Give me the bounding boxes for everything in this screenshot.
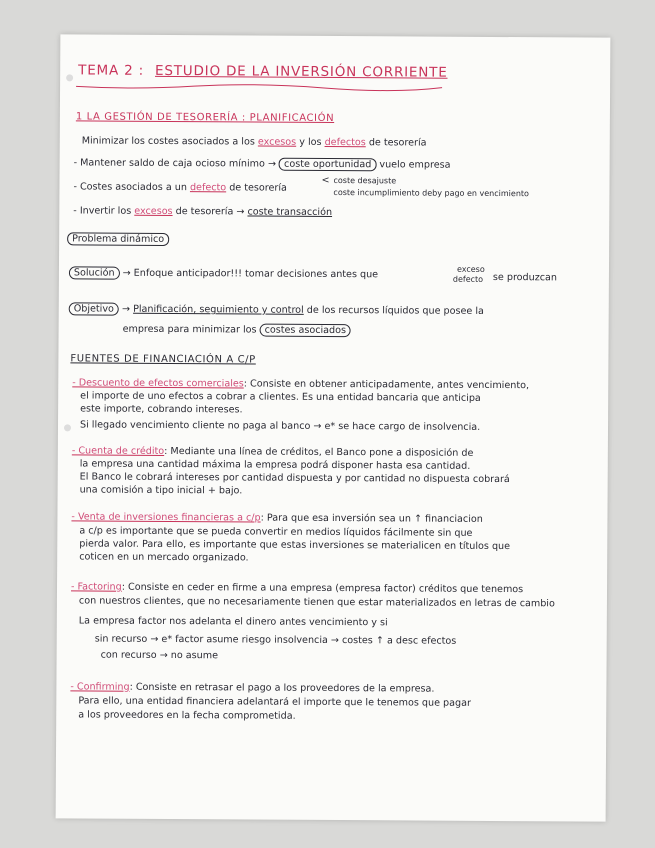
arrow-icon: →: [121, 303, 131, 315]
notebook-page: [56, 34, 611, 821]
problem-row: [67, 232, 169, 246]
item-line: una comisión a tipo inicial + bajo.: [79, 484, 243, 497]
title-number: TEMA 2: [78, 62, 134, 79]
text-fragment: de los recursos líquidos que posee la: [306, 304, 484, 317]
intro-line: [82, 134, 427, 149]
highlight-word: excesos: [134, 205, 173, 218]
item-line: con nuestros clientes, que no necesariamente tienen que estar materializados en letras de cambio: [78, 595, 555, 610]
highlight-word: excesos: [257, 136, 297, 148]
text-fragment: empresa para minimizar los: [122, 323, 257, 336]
item-label: - Factoring: [70, 581, 122, 593]
text-fragment: - Invertir los: [73, 205, 132, 217]
item-label: - Cuenta de crédito: [71, 445, 165, 457]
item-line: : Para que esa inversión sea un ↑ financiacion: [260, 512, 483, 525]
text-fragment: Minimizar los costes asociados a los: [81, 135, 255, 148]
item-line: sin recurso → e* factor asume riesgo insolvencia → costes ↑ a desc efectos: [94, 633, 457, 647]
item-line: a los proveedores en la fecha comprometida.: [78, 709, 296, 722]
text-fragment: - Mantener saldo de caja ocioso mínimo →: [73, 157, 277, 170]
text-fragment: de tesorería: [368, 137, 427, 149]
item-line: La empresa factor nos adelanta el dinero antes vencimiento y si: [78, 615, 388, 629]
item-line: : Consiste en ceder en firme a una empresa (empresa factor) créditos que tenemos: [121, 581, 524, 596]
item-line: pierda valor. Para ello, es importante que estas inversiones se materialicen en títulos que: [79, 538, 511, 553]
item-line: con recurso → no asume: [100, 649, 219, 662]
problem-box: Problema dinámico: [67, 232, 169, 246]
text-fragment: - Costes asociados a un: [73, 181, 187, 194]
text-fragment: y los: [299, 136, 322, 148]
text-fragment: vuelo empresa: [379, 159, 451, 171]
solution-row: [69, 266, 378, 281]
objective-row: [69, 302, 484, 318]
item-line: coticen en un mercado organizado.: [79, 551, 249, 564]
text-fragment: de tesorería: [229, 182, 287, 194]
solution-label: Solución: [69, 266, 120, 279]
option-line: coste desajuste: [333, 175, 397, 186]
funding-source-item: [70, 680, 434, 695]
item-line: Si llegado vencimiento cliente no paga al banco → e* se hace cargo de insolvencia.: [79, 419, 481, 433]
option-line: exceso: [456, 264, 485, 274]
section-heading: FUENTES DE FINANCIACIÓN A C/P: [70, 353, 256, 366]
title-underline: [74, 82, 444, 92]
highlight-word: defecto: [189, 182, 227, 194]
item-line: : Consiste en retrasar el pago a los proveedores de la empresa.: [129, 681, 435, 695]
item-label: - Confirming: [70, 681, 130, 693]
option-line: defecto: [452, 274, 484, 284]
boxed-term: coste oportunidad: [279, 158, 376, 172]
item-line: Para ello, una entidad financiera adelantará el importe que le tenemos que pagar: [78, 695, 471, 709]
funding-source-item: [71, 510, 482, 526]
bullet-line: [73, 180, 287, 194]
brace-icon: <: [321, 174, 330, 186]
page-title: [78, 64, 447, 79]
item-line: la empresa una cantidad máxima la empresa podrá disponer hasta esa cantidad.: [79, 458, 471, 472]
item-line: : Consiste en obtener anticipadamente, antes vencimiento,: [243, 378, 530, 392]
margin-dot: [66, 74, 73, 81]
highlight-word: defectos: [324, 136, 366, 149]
objective-continuation: [123, 323, 351, 337]
title-separator: :: [138, 62, 145, 79]
section-heading: 1 LA GESTIÓN DE TESORERÍA : PLANIFICACIÓN: [75, 111, 335, 125]
funding-source-item: [71, 580, 523, 596]
boxed-term: costes asociados: [260, 324, 351, 338]
option-line: coste incumplimiento deby pago en vencimiento: [333, 187, 529, 199]
item-line: este importe, cobrando intereses.: [80, 403, 243, 416]
margin-dot: [64, 424, 71, 431]
item-line: : Mediante una línea de créditos, el Banco pone a disposición de: [164, 445, 474, 459]
text-fragment: → Enfoque anticipador!!! tomar decisiones antes que: [122, 267, 379, 281]
item-line: el importe de uno efectos a cobrar a clientes. Es una entidad bancaria que anticipa: [80, 390, 481, 404]
item-line: El Banco le cobrará intereses por cantidad dispuesta y por cantidad no dispuesta cobrará: [79, 471, 510, 486]
text-fragment: de tesorería →: [175, 206, 245, 218]
item-label: - Venta de inversiones financieras a c/p: [71, 511, 261, 524]
bullet-line: [73, 204, 332, 219]
bullet-line: [74, 156, 451, 171]
item-line: a c/p es importante que se pueda convertir en medios líquidos fácilmente sin que: [79, 525, 473, 539]
underlined-term: Planificación, seguimiento y control: [133, 303, 304, 316]
title-text: ESTUDIO DE LA INVERSIÓN CORRIENTE: [155, 62, 448, 81]
item-label: - Descuento de efectos comerciales: [72, 377, 244, 390]
underlined-term: coste transacción: [247, 206, 333, 218]
text-fragment: se produzcan: [492, 271, 558, 284]
objective-label: Objetivo: [69, 302, 119, 315]
